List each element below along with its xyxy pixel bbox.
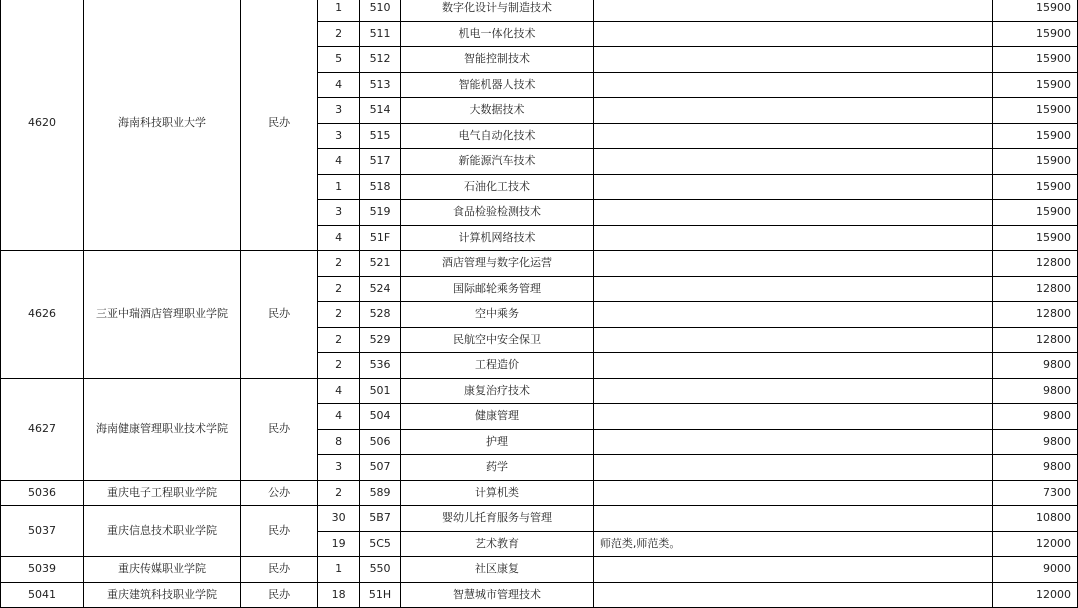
- major-code-cell: 506: [360, 429, 401, 455]
- major-name-cell: 空中乘务: [401, 302, 594, 328]
- major-name-cell: 智慧城市管理技术: [401, 582, 594, 608]
- school-code-cell: 5041: [1, 582, 84, 608]
- table-row: [1, 480, 1078, 506]
- major-name-cell: 石油化工技术: [401, 174, 594, 200]
- tuition-cell: 15900: [992, 98, 1077, 124]
- major-name-cell: 智能控制技术: [401, 47, 594, 73]
- major-code-cell: 528: [360, 302, 401, 328]
- school-type-cell: 民办: [241, 506, 318, 557]
- major-code-cell: 504: [360, 404, 401, 430]
- major-name-cell: 药学: [401, 455, 594, 481]
- tuition-cell: 10800: [992, 506, 1077, 532]
- major-code-cell: 517: [360, 149, 401, 175]
- major-name-cell: 民航空中安全保卫: [401, 327, 594, 353]
- major-name-cell: 食品检验检测技术: [401, 200, 594, 226]
- table-row: [1, 557, 1078, 583]
- remark-cell: [593, 21, 992, 47]
- plan-count-cell: 2: [318, 251, 360, 277]
- tuition-cell: 15900: [992, 0, 1077, 21]
- tuition-cell: 12000: [992, 582, 1077, 608]
- remark-cell: [593, 455, 992, 481]
- major-name-cell: 机电一体化技术: [401, 21, 594, 47]
- school-type-cell: 民办: [241, 557, 318, 583]
- plan-count-cell: 1: [318, 0, 360, 21]
- major-name-cell: 国际邮轮乘务管理: [401, 276, 594, 302]
- tuition-cell: 15900: [992, 225, 1077, 251]
- major-code-cell: 507: [360, 455, 401, 481]
- school-name-cell: 海南科技职业大学: [83, 0, 240, 251]
- school-code-cell: 4626: [1, 251, 84, 379]
- school-name-cell: 重庆传媒职业学院: [83, 557, 240, 583]
- school-type-cell: 民办: [241, 0, 318, 251]
- tuition-cell: 15900: [992, 47, 1077, 73]
- plan-count-cell: 30: [318, 506, 360, 532]
- table-row: [1, 0, 1078, 21]
- major-code-cell: 513: [360, 72, 401, 98]
- major-name-cell: 计算机类: [401, 480, 594, 506]
- major-code-cell: 512: [360, 47, 401, 73]
- tuition-cell: 15900: [992, 174, 1077, 200]
- plan-count-cell: 2: [318, 21, 360, 47]
- major-code-cell: 521: [360, 251, 401, 277]
- school-type-cell: 民办: [241, 378, 318, 480]
- table-row: [1, 506, 1078, 532]
- plan-count-cell: 2: [318, 327, 360, 353]
- school-code-cell: 4620: [1, 0, 84, 251]
- major-code-cell: 511: [360, 21, 401, 47]
- tuition-cell: 12000: [992, 531, 1077, 557]
- plan-count-cell: 3: [318, 123, 360, 149]
- major-name-cell: 护理: [401, 429, 594, 455]
- remark-cell: 师范类,师范类。: [593, 531, 992, 557]
- plan-count-cell: 2: [318, 353, 360, 379]
- school-name-cell: 海南健康管理职业技术学院: [83, 378, 240, 480]
- major-name-cell: 大数据技术: [401, 98, 594, 124]
- school-type-cell: 民办: [241, 582, 318, 608]
- remark-cell: [593, 0, 992, 21]
- major-code-cell: 515: [360, 123, 401, 149]
- plan-count-cell: 5: [318, 47, 360, 73]
- tuition-cell: 12800: [992, 276, 1077, 302]
- major-code-cell: 524: [360, 276, 401, 302]
- remark-cell: [593, 174, 992, 200]
- remark-cell: [593, 276, 992, 302]
- major-code-cell: 5C5: [360, 531, 401, 557]
- plan-count-cell: 4: [318, 404, 360, 430]
- remark-cell: [593, 149, 992, 175]
- plan-count-cell: 3: [318, 200, 360, 226]
- remark-cell: [593, 378, 992, 404]
- tuition-cell: 9800: [992, 353, 1077, 379]
- school-code-cell: 5039: [1, 557, 84, 583]
- major-code-cell: 518: [360, 174, 401, 200]
- plan-count-cell: 19: [318, 531, 360, 557]
- remark-cell: [593, 404, 992, 430]
- major-code-cell: 536: [360, 353, 401, 379]
- table-row: [1, 378, 1078, 404]
- tuition-cell: 12800: [992, 302, 1077, 328]
- major-name-cell: 酒店管理与数字化运营: [401, 251, 594, 277]
- major-name-cell: 康复治疗技术: [401, 378, 594, 404]
- tuition-cell: 15900: [992, 21, 1077, 47]
- major-code-cell: 589: [360, 480, 401, 506]
- school-code-cell: 5036: [1, 480, 84, 506]
- school-name-cell: 重庆信息技术职业学院: [83, 506, 240, 557]
- remark-cell: [593, 353, 992, 379]
- major-name-cell: 工程造价: [401, 353, 594, 379]
- table-body: [1, 0, 1078, 608]
- major-name-cell: 智能机器人技术: [401, 72, 594, 98]
- remark-cell: [593, 47, 992, 73]
- major-name-cell: 电气自动化技术: [401, 123, 594, 149]
- major-code-cell: 51H: [360, 582, 401, 608]
- plan-count-cell: 3: [318, 455, 360, 481]
- remark-cell: [593, 506, 992, 532]
- plan-count-cell: 1: [318, 557, 360, 583]
- major-code-cell: 51F: [360, 225, 401, 251]
- major-name-cell: 艺术教育: [401, 531, 594, 557]
- tuition-cell: 9800: [992, 429, 1077, 455]
- remark-cell: [593, 557, 992, 583]
- remark-cell: [593, 123, 992, 149]
- major-name-cell: 社区康复: [401, 557, 594, 583]
- major-name-cell: 婴幼儿托育服务与管理: [401, 506, 594, 532]
- table-row: [1, 251, 1078, 277]
- tuition-cell: 15900: [992, 72, 1077, 98]
- tuition-cell: 9800: [992, 378, 1077, 404]
- major-code-cell: 529: [360, 327, 401, 353]
- plan-count-cell: 4: [318, 72, 360, 98]
- major-name-cell: 健康管理: [401, 404, 594, 430]
- plan-count-cell: 4: [318, 225, 360, 251]
- tuition-cell: 15900: [992, 200, 1077, 226]
- tuition-cell: 12800: [992, 327, 1077, 353]
- remark-cell: [593, 251, 992, 277]
- major-code-cell: 519: [360, 200, 401, 226]
- school-type-cell: 民办: [241, 251, 318, 379]
- major-name-cell: 计算机网络技术: [401, 225, 594, 251]
- plan-count-cell: 2: [318, 276, 360, 302]
- tuition-cell: 9800: [992, 455, 1077, 481]
- tuition-cell: 15900: [992, 149, 1077, 175]
- plan-count-cell: 2: [318, 480, 360, 506]
- remark-cell: [593, 72, 992, 98]
- tuition-cell: 15900: [992, 123, 1077, 149]
- plan-count-cell: 18: [318, 582, 360, 608]
- plan-count-cell: 8: [318, 429, 360, 455]
- remark-cell: [593, 225, 992, 251]
- school-type-cell: 公办: [241, 480, 318, 506]
- plan-count-cell: 4: [318, 149, 360, 175]
- school-name-cell: 重庆电子工程职业学院: [83, 480, 240, 506]
- remark-cell: [593, 429, 992, 455]
- school-name-cell: 重庆建筑科技职业学院: [83, 582, 240, 608]
- major-code-cell: 5B7: [360, 506, 401, 532]
- major-code-cell: 501: [360, 378, 401, 404]
- school-code-cell: 4627: [1, 378, 84, 480]
- major-code-cell: 510: [360, 0, 401, 21]
- major-code-cell: 550: [360, 557, 401, 583]
- tuition-cell: 12800: [992, 251, 1077, 277]
- remark-cell: [593, 327, 992, 353]
- remark-cell: [593, 98, 992, 124]
- school-name-cell: 三亚中瑞酒店管理职业学院: [83, 251, 240, 379]
- major-name-cell: 数字化设计与制造技术: [401, 0, 594, 21]
- remark-cell: [593, 302, 992, 328]
- tuition-cell: 9800: [992, 404, 1077, 430]
- remark-cell: [593, 200, 992, 226]
- plan-count-cell: 2: [318, 302, 360, 328]
- remark-cell: [593, 480, 992, 506]
- major-code-cell: 514: [360, 98, 401, 124]
- plan-count-cell: 1: [318, 174, 360, 200]
- major-name-cell: 新能源汽车技术: [401, 149, 594, 175]
- tuition-cell: 7300: [992, 480, 1077, 506]
- plan-count-cell: 4: [318, 378, 360, 404]
- school-code-cell: 5037: [1, 506, 84, 557]
- tuition-cell: 9000: [992, 557, 1077, 583]
- plan-count-cell: 3: [318, 98, 360, 124]
